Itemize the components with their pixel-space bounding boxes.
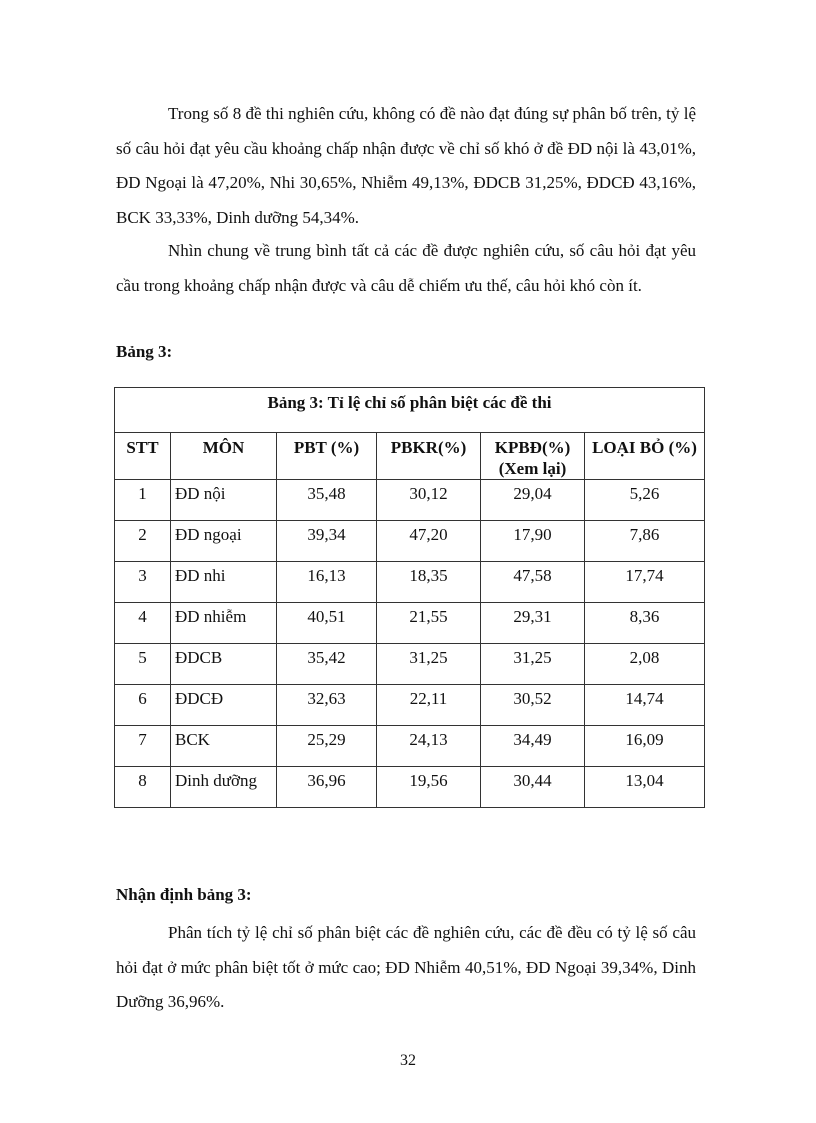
cell-pbt: 32,63 (277, 685, 377, 726)
header-stt: STT (115, 433, 171, 480)
cell-pbkr: 22,11 (377, 685, 481, 726)
table-row (115, 644, 705, 685)
cell-mon: ĐDCB (171, 644, 277, 685)
cell-kpbd: 34,49 (481, 726, 585, 767)
header-kpbd: KPBĐ(%) (Xem lại) (481, 433, 585, 480)
cell-mon: ĐD nhiễm (171, 603, 277, 644)
table-row (115, 767, 705, 808)
cell-pbkr: 31,25 (377, 644, 481, 685)
paragraph-difficulty-index: Trong số 8 đề thi nghiên cứu, không có đề nào đạt đúng sự phân bố trên, tỷ lệ số câu hỏi đạt yêu cầu khoảng chấp nhận được về chỉ số khó ở đề ĐD nội là 43,01%, ĐD Ngoại là 47,20%, Nhi 30,65%, Nhiễm 49,13%, ĐDCB 31,25%, ĐDCĐ 43,16%, BCK 33,33%, Dinh dưỡng 54,34%. (116, 104, 696, 227)
table-row (115, 726, 705, 767)
cell-pbt: 39,34 (277, 521, 377, 562)
cell-pbt: 35,48 (277, 480, 377, 521)
cell-mon: ĐD nhi (171, 562, 277, 603)
cell-pbkr: 21,55 (377, 603, 481, 644)
table-row (115, 603, 705, 644)
cell-loai-bo: 14,74 (585, 685, 705, 726)
cell-kpbd: 47,58 (481, 562, 585, 603)
cell-pbt: 16,13 (277, 562, 377, 603)
cell-pbkr: 18,35 (377, 562, 481, 603)
cell-loai-bo: 8,36 (585, 603, 705, 644)
paragraph-assessment: Phân tích tỷ lệ chỉ số phân biệt các đề nghiên cứu, các đề đều có tỷ lệ số câu hỏi đạt ở mức phân biệt tốt ở mức cao; ĐD Nhiễm 40,51%, ĐD Ngoại 39,34%, Dinh Dưỡng 36,96%. (116, 923, 696, 1011)
cell-stt: 1 (115, 480, 171, 521)
cell-stt: 2 (115, 521, 171, 562)
cell-stt: 7 (115, 726, 171, 767)
table-heading-label: Bảng 3: (116, 342, 173, 361)
cell-stt: 3 (115, 562, 171, 603)
cell-loai-bo: 5,26 (585, 480, 705, 521)
cell-pbt: 25,29 (277, 726, 377, 767)
cell-loai-bo: 7,86 (585, 521, 705, 562)
header-pbt: PBT (%) (277, 433, 377, 480)
header-loai-bo: LOẠI BỎ (%) (585, 433, 705, 480)
cell-kpbd: 31,25 (481, 644, 585, 685)
cell-mon: ĐD ngoại (171, 521, 277, 562)
cell-kpbd: 30,52 (481, 685, 585, 726)
cell-stt: 5 (115, 644, 171, 685)
cell-mon: ĐDCĐ (171, 685, 277, 726)
table-caption-row (115, 388, 705, 433)
cell-loai-bo: 13,04 (585, 767, 705, 808)
cell-stt: 6 (115, 685, 171, 726)
cell-pbt: 40,51 (277, 603, 377, 644)
cell-loai-bo: 16,09 (585, 726, 705, 767)
table-row (115, 480, 705, 521)
table-header-row (115, 433, 705, 480)
cell-mon: ĐD nội (171, 480, 277, 521)
cell-stt: 8 (115, 767, 171, 808)
discrimination-index-table (114, 387, 705, 808)
assessment-heading: Nhận định bảng 3: (116, 885, 252, 904)
cell-kpbd: 30,44 (481, 767, 585, 808)
cell-kpbd: 17,90 (481, 521, 585, 562)
cell-mon: Dinh dưỡng (171, 767, 277, 808)
cell-pbkr: 47,20 (377, 521, 481, 562)
cell-stt: 4 (115, 603, 171, 644)
cell-mon: BCK (171, 726, 277, 767)
table-caption: Bảng 3: Tỉ lệ chỉ số phân biệt các đề thi (115, 388, 705, 433)
cell-pbt: 35,42 (277, 644, 377, 685)
header-mon: MÔN (171, 433, 277, 480)
page-number: 32 (400, 1052, 416, 1069)
cell-loai-bo: 2,08 (585, 644, 705, 685)
cell-loai-bo: 17,74 (585, 562, 705, 603)
cell-pbkr: 24,13 (377, 726, 481, 767)
cell-kpbd: 29,31 (481, 603, 585, 644)
cell-pbt: 36,96 (277, 767, 377, 808)
table-row (115, 521, 705, 562)
cell-pbkr: 19,56 (377, 767, 481, 808)
cell-kpbd: 29,04 (481, 480, 585, 521)
paragraph-overall-summary: Nhìn chung về trung bình tất cả các đề được nghiên cứu, số câu hỏi đạt yêu cầu trong khoảng chấp nhận được và câu dễ chiếm ưu thế, câu hỏi khó còn ít. (116, 241, 696, 295)
table-row (115, 685, 705, 726)
table-row (115, 562, 705, 603)
cell-pbkr: 30,12 (377, 480, 481, 521)
header-pbkr: PBKR(%) (377, 433, 481, 480)
